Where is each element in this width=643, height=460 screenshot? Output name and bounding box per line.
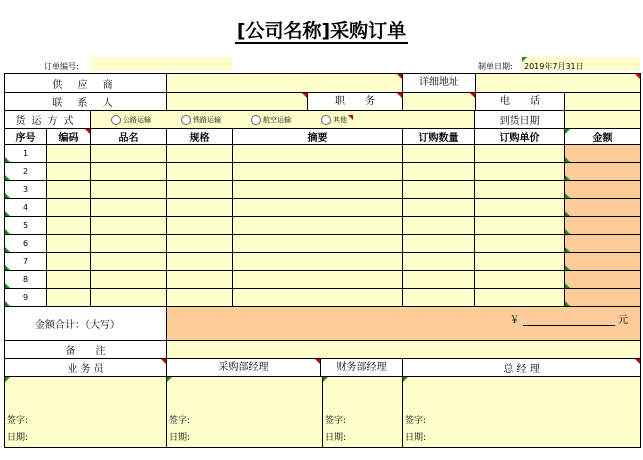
signoff-purchasing[interactable] bbox=[167, 377, 323, 447]
sign-date-label: 日期: bbox=[7, 433, 29, 443]
cell-price[interactable] bbox=[475, 271, 565, 289]
delivery-label: 到货日期 bbox=[475, 111, 565, 129]
contact-label: 联 系 人 bbox=[5, 93, 167, 111]
cell-summary[interactable] bbox=[233, 145, 403, 163]
table-row bbox=[5, 199, 641, 217]
order-no-label: 订单编号: bbox=[44, 62, 79, 71]
radio-circle-icon bbox=[321, 115, 331, 125]
cell-name[interactable] bbox=[91, 235, 167, 253]
currency-symbol: ￥ bbox=[509, 315, 520, 326]
total-amount-field[interactable] bbox=[167, 307, 641, 341]
phone-label: 电 话 bbox=[475, 93, 565, 110]
date-label: 制单日期: bbox=[478, 62, 513, 71]
cell-name[interactable] bbox=[91, 271, 167, 289]
cell-amount[interactable] bbox=[565, 217, 641, 235]
cell-code[interactable] bbox=[47, 253, 91, 271]
cell-price[interactable] bbox=[475, 145, 565, 163]
cell-amount[interactable] bbox=[565, 181, 641, 199]
supplier-field[interactable] bbox=[167, 74, 403, 93]
radio-other[interactable]: 其他 bbox=[321, 115, 353, 125]
cell-qty[interactable] bbox=[403, 145, 475, 163]
cell-summary[interactable] bbox=[233, 235, 403, 253]
radio-circle-icon bbox=[251, 115, 261, 125]
cell-name[interactable] bbox=[91, 145, 167, 163]
cell-name[interactable] bbox=[91, 253, 167, 271]
col-header-summary: 摘要 bbox=[233, 129, 403, 145]
cell-name[interactable] bbox=[91, 199, 167, 217]
cell-price[interactable] bbox=[475, 181, 565, 199]
contact-field[interactable] bbox=[167, 93, 307, 110]
items-header bbox=[5, 129, 641, 145]
cell-amount[interactable] bbox=[565, 271, 641, 289]
cell-summary[interactable] bbox=[233, 289, 403, 307]
role-group bbox=[167, 359, 403, 377]
role-finance-manager: 财务部经理 bbox=[336, 362, 387, 373]
cell-summary[interactable] bbox=[233, 253, 403, 271]
cell-amount[interactable] bbox=[565, 289, 641, 307]
address-group bbox=[403, 74, 641, 93]
table-row bbox=[5, 217, 641, 235]
cell-name[interactable] bbox=[91, 289, 167, 307]
amount-underline bbox=[523, 316, 615, 326]
row-number: 1 bbox=[5, 145, 47, 163]
cell-spec[interactable] bbox=[167, 289, 233, 307]
cell-qty[interactable] bbox=[403, 217, 475, 235]
signoff-middle bbox=[167, 377, 403, 448]
cell-spec[interactable] bbox=[167, 253, 233, 271]
cell-code[interactable] bbox=[47, 163, 91, 181]
role-purchasing-manager: 采购部经理 bbox=[167, 359, 321, 376]
delivery-field[interactable] bbox=[565, 111, 641, 129]
cell-qty[interactable] bbox=[403, 199, 475, 217]
cell-name[interactable] bbox=[91, 181, 167, 199]
cell-name[interactable] bbox=[91, 163, 167, 181]
cell-price[interactable] bbox=[475, 235, 565, 253]
col-header-qty: 订购数量 bbox=[403, 129, 475, 145]
sign-label: 签字: bbox=[325, 416, 347, 426]
address-field[interactable] bbox=[476, 74, 640, 92]
cell-spec[interactable] bbox=[167, 271, 233, 289]
position-label: 职 务 bbox=[307, 93, 402, 110]
cell-code[interactable] bbox=[47, 145, 91, 163]
signoff-finance[interactable] bbox=[323, 377, 402, 447]
shipping-label: 货运方式 bbox=[5, 111, 91, 129]
signoff-general[interactable] bbox=[403, 377, 641, 448]
remarks-field[interactable] bbox=[167, 341, 641, 359]
col-header-code: 编码 bbox=[47, 129, 91, 145]
radio-circle-icon bbox=[111, 115, 121, 125]
phone-group bbox=[403, 93, 641, 111]
sign-date-label: 日期: bbox=[405, 433, 427, 443]
cell-summary[interactable] bbox=[233, 271, 403, 289]
cell-qty[interactable] bbox=[403, 289, 475, 307]
cell-spec[interactable] bbox=[167, 181, 233, 199]
cell-amount[interactable] bbox=[565, 145, 641, 163]
row-number: 7 bbox=[5, 253, 47, 271]
table-row bbox=[5, 163, 641, 181]
cell-price[interactable] bbox=[475, 217, 565, 235]
date-field[interactable] bbox=[522, 57, 640, 71]
cell-spec[interactable] bbox=[167, 145, 233, 163]
cell-summary[interactable] bbox=[233, 199, 403, 217]
row-number: 2 bbox=[5, 163, 47, 181]
table-row bbox=[5, 271, 641, 289]
cell-code[interactable] bbox=[47, 289, 91, 307]
total-row bbox=[5, 307, 641, 341]
sign-label: 签字: bbox=[169, 416, 191, 426]
row-number: 6 bbox=[5, 235, 47, 253]
cell-spec[interactable] bbox=[167, 163, 233, 181]
col-header-name: 品名 bbox=[91, 129, 167, 145]
cell-amount[interactable] bbox=[565, 163, 641, 181]
radio-road[interactable]: 公路运输 bbox=[111, 115, 151, 125]
currency-unit: 元 bbox=[618, 315, 629, 326]
row-number: 9 bbox=[5, 289, 47, 307]
cell-qty[interactable] bbox=[403, 253, 475, 271]
cell-spec[interactable] bbox=[167, 235, 233, 253]
col-header-spec: 规格 bbox=[167, 129, 233, 145]
cell-amount[interactable] bbox=[565, 253, 641, 271]
row-number: 3 bbox=[5, 181, 47, 199]
cell-qty[interactable] bbox=[403, 163, 475, 181]
cell-spec[interactable] bbox=[167, 199, 233, 217]
page-title: [公司名称]采购订单 bbox=[236, 20, 407, 42]
cell-qty[interactable] bbox=[403, 235, 475, 253]
col-header-price: 订购单价 bbox=[475, 129, 565, 145]
sign-date-label: 日期: bbox=[325, 433, 347, 443]
cell-price[interactable] bbox=[475, 289, 565, 307]
cell-code[interactable] bbox=[47, 235, 91, 253]
row-number: 5 bbox=[5, 217, 47, 235]
sign-label: 签字: bbox=[7, 416, 29, 426]
cell-spec[interactable] bbox=[167, 217, 233, 235]
col-header-amount: 金额 bbox=[565, 129, 641, 145]
total-amount-line bbox=[510, 311, 628, 326]
row-number: 4 bbox=[5, 199, 47, 217]
cell-code[interactable] bbox=[47, 271, 91, 289]
row-number: 8 bbox=[5, 271, 47, 289]
order-form bbox=[4, 73, 641, 448]
total-label: 金额合计：（大写） bbox=[5, 307, 167, 341]
remarks-row bbox=[5, 341, 641, 359]
address-label: 详细地址 bbox=[403, 74, 476, 92]
remarks-label: 备 注 bbox=[5, 341, 167, 359]
table-row bbox=[5, 145, 641, 163]
cell-name[interactable] bbox=[91, 217, 167, 235]
cell-summary[interactable] bbox=[233, 181, 403, 199]
cell-price[interactable] bbox=[475, 163, 565, 181]
radio-air[interactable]: 航空运输 bbox=[251, 115, 291, 125]
cell-qty[interactable] bbox=[403, 271, 475, 289]
radio-circle-icon bbox=[181, 115, 191, 125]
role-salesperson: 业 务 员 bbox=[5, 359, 167, 377]
signoff-header-row bbox=[5, 359, 641, 377]
table-row bbox=[5, 289, 641, 307]
cell-amount[interactable] bbox=[565, 199, 641, 217]
cell-summary[interactable] bbox=[233, 217, 403, 235]
col-header-index: 序号 bbox=[5, 129, 47, 145]
cell-code[interactable] bbox=[47, 181, 91, 199]
order-no-field[interactable] bbox=[90, 57, 232, 71]
signoff-body-row bbox=[5, 377, 641, 448]
cell-price[interactable] bbox=[475, 253, 565, 271]
phone-field[interactable] bbox=[565, 93, 640, 110]
table-row bbox=[5, 235, 641, 253]
shipping-options bbox=[91, 111, 475, 129]
date-value: 2019年7月31日 bbox=[524, 62, 584, 71]
cell-code[interactable] bbox=[47, 217, 91, 235]
sign-label: 签字: bbox=[405, 416, 427, 426]
role-general-manager: 总 经 理 bbox=[403, 359, 641, 377]
cell-amount[interactable] bbox=[565, 235, 641, 253]
contact-group bbox=[167, 93, 403, 111]
cell-price[interactable] bbox=[475, 199, 565, 217]
cell-code[interactable] bbox=[47, 199, 91, 217]
table-row bbox=[5, 253, 641, 271]
radio-rail[interactable]: 铁路运输 bbox=[181, 115, 221, 125]
cell-summary[interactable] bbox=[233, 163, 403, 181]
cell-qty[interactable] bbox=[403, 181, 475, 199]
signoff-salesperson[interactable] bbox=[5, 377, 167, 448]
sign-date-label: 日期: bbox=[169, 433, 191, 443]
table-row bbox=[5, 181, 641, 199]
position-field[interactable] bbox=[403, 93, 475, 110]
supplier-label: 供 应 商 bbox=[5, 74, 167, 93]
